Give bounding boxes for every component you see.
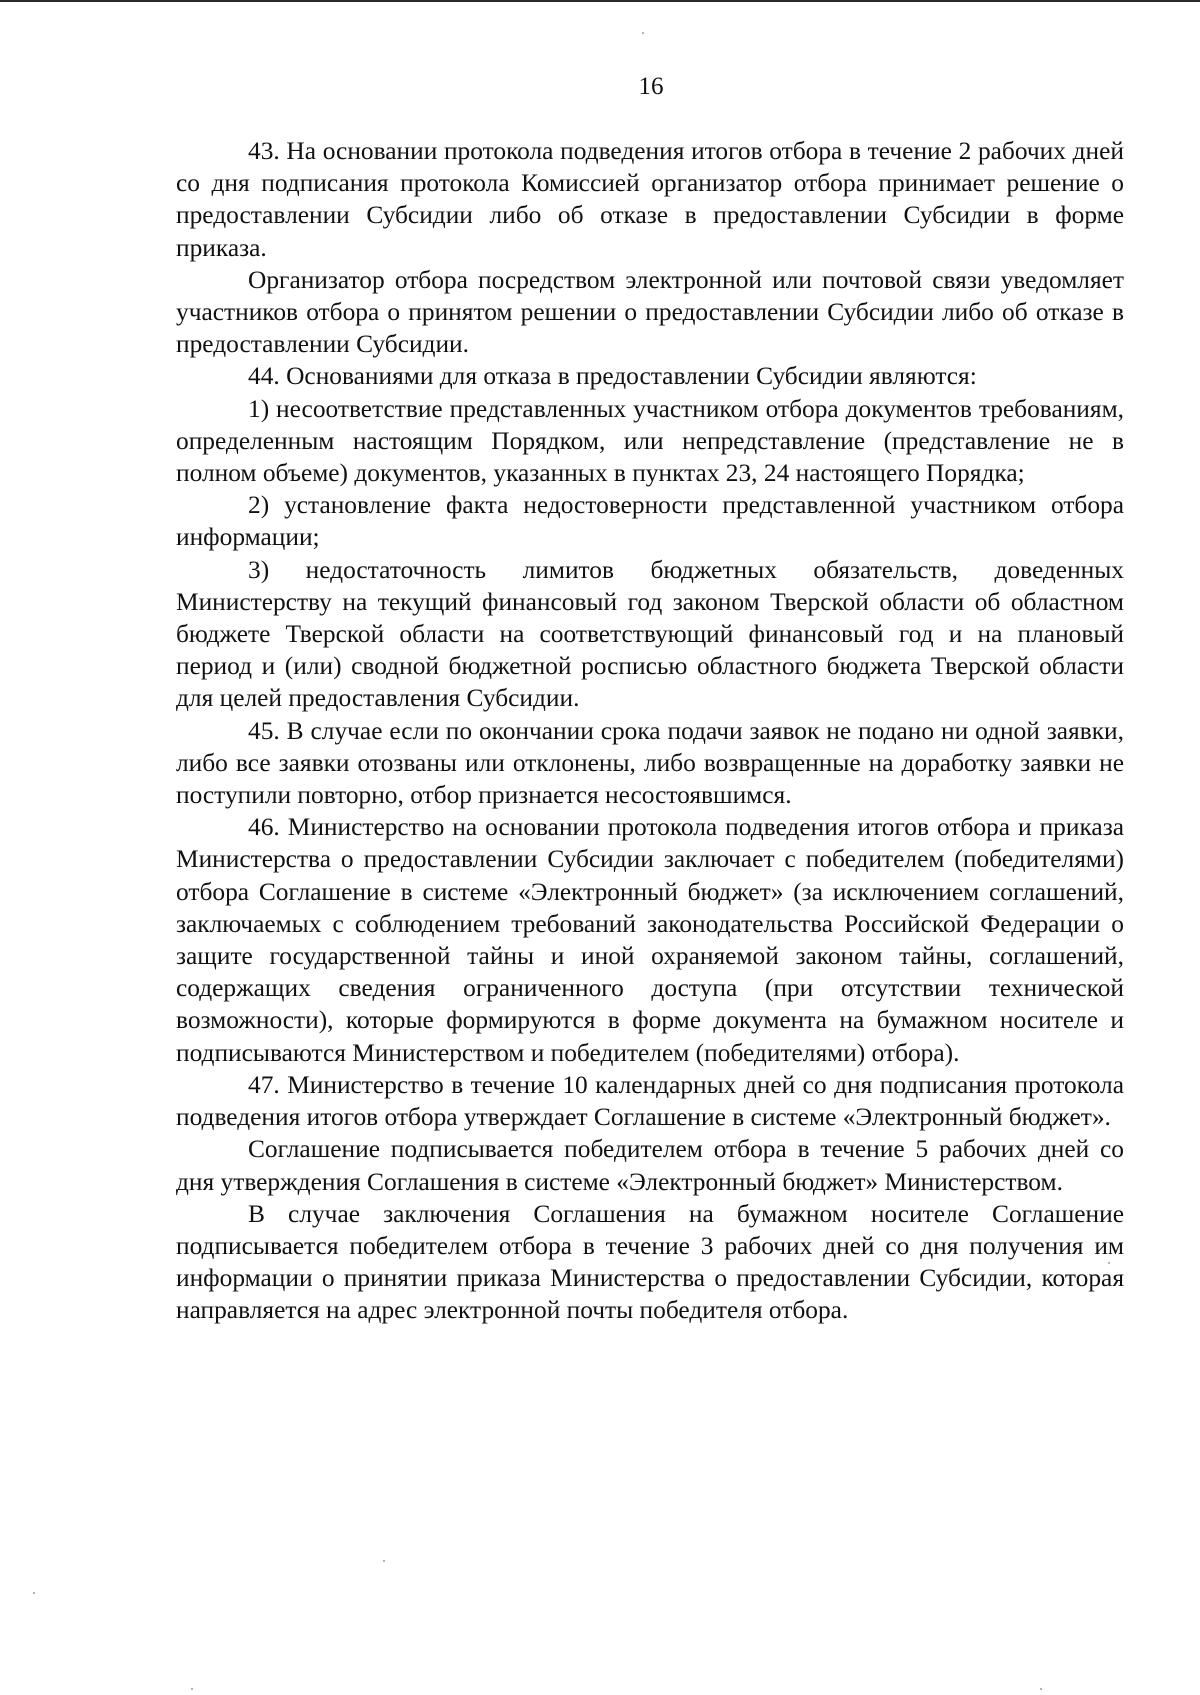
scan-speck [1108,1262,1110,1264]
document-body [176,135,1124,1327]
scan-speck [191,1688,193,1690]
paragraph-44-item-2: 2) установление факта недостоверности представленной участником отбора информации; [176,491,1124,552]
page-number: 16 [638,73,664,100]
paragraph-45: 45. В случае если по окончании срока подачи заявок не подано ни одной заявки, либо все заявки отозваны или отклонены, либо возвращенные на доработку заявки не поступили повторно, отбор признается несостоявшимся. [176,716,1124,810]
scan-speck [1040,1688,1042,1690]
paragraph-44: 44. Основаниями для отказа в предоставлении Субсидии являются: [248,362,977,391]
paragraph-43-notification: Организатор отбора посредством электронной или почтовой связи уведомляет участников отбора о принятом решении о предоставлении Субсидии либо об отказе в предоставлении Субсидии. [176,265,1124,359]
paragraph-44-item-3: 3) недостаточность лимитов бюджетных обязательств, доведенных Министерству на текущий финансовый год законом Тверской области об областном бюджете Тверской области на соответствующий финансовый год и на плановый период и (или) сводной бюджетной росписью областного бюджета Тверской области для целей предоставления Субсидии. [176,555,1124,713]
scan-speck [33,1592,35,1594]
scan-speck [642,32,644,34]
paragraph-47: 47. Министерство в течение 10 календарных дней со дня подписания протокола подведения итогов отбора утверждает Соглашение в системе «Электронный бюджет». [176,1070,1124,1132]
paragraph-43: 43. На основании протокола подведения итогов отбора в течение 2 рабочих дней со дня подписания протокола Комиссией организатор отбора принимает решение о предоставлении Субсидии либо об отказе в предоставлении Субсидии в форме приказа. [176,137,1124,262]
paragraph-47-signing: Соглашение подписывается победителем отбора в течение 5 рабочих дней со дня утверждения Соглашения в системе «Электронный бюджет» Министерством. [176,1135,1124,1196]
paragraph-44-item-1: 1) несоответствие представленных участником отбора документов требованиям, определенным настоящим Порядком, или непредставление (представление не в полном объеме) документов, указанных в пунктах 23, 24 настоящего Порядка; [176,394,1124,488]
paragraph-47-paper-agreement: В случае заключения Соглашения на бумажном носителе Соглашение подписывается победителем отбора в течение 3 рабочих дней со дня получения им информации о принятии приказа Министерства о предоставлении Субсидии, которая направляется на адрес электронной почты победителя отбора. [176,1199,1124,1325]
paragraph-46: 46. Министерство на основании протокола подведения итогов отбора и приказа Министерства о предоставлении Субсидии заключает с победителем (победителями) отбора Соглашение в системе «Электронный бюджет» (за исключением соглашений, заключаемых с соблюдением требований законодательства Российской Федерации о защите государственной тайны и иной охраняемой законом тайны, соглашений, содержащих сведения ограниченного доступа (при отсутствии технической возможности), которые формируются в форме документа на бумажном носителе и подписываются Министерством и победителем (победителями) отбора). [176,813,1124,1067]
scan-speck [383,1560,385,1562]
scan-top-edge [0,0,1200,2]
